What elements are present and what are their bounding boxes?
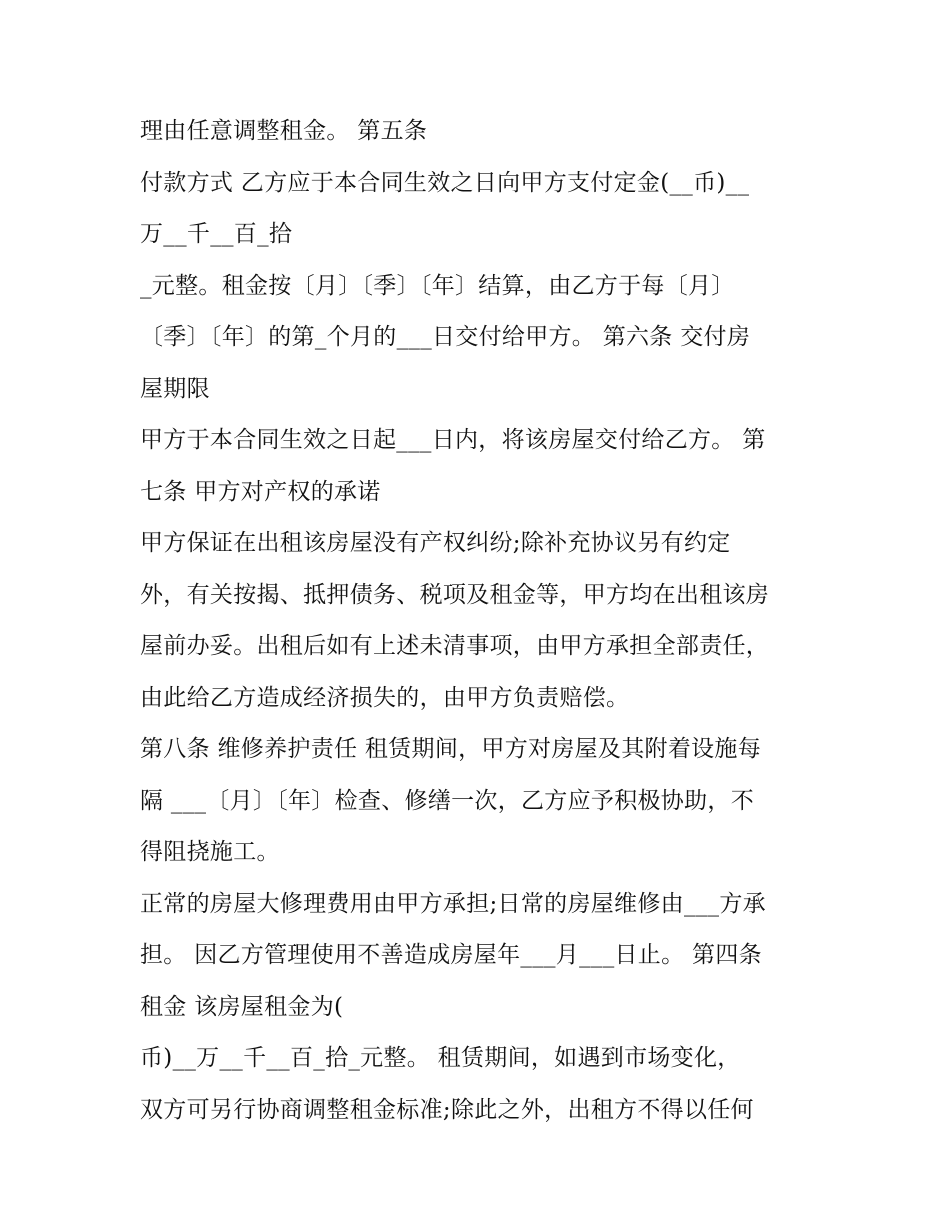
text-line: 甲方于本合同生效之日起___日内，将该房屋交付给乙方。 第 (140, 427, 766, 453)
text-line: 第八条 维修养护责任 租赁期间，甲方对房屋及其附着设施每 (140, 736, 762, 762)
text-line: 双方可另行协商调整租金标准;除此之外，出租方不得以任何 (140, 1096, 754, 1123)
text-line: 币)__万__千__百_拾_元整。 租赁期间，如遇到市场变化， (140, 1045, 741, 1071)
text-line: 外，有关按揭、抵押债务、税项及租金等，甲方均在出租该房 (140, 581, 770, 608)
text-line: 甲方保证在出租该房屋没有产权纠纷;除补充协议另有约定 (140, 530, 731, 556)
text-line: 租金 该房屋租金为( (140, 993, 344, 1020)
text-line: 〔季〕〔年〕的第_个月的___日交付给甲方。 第六条 交付房 (140, 324, 751, 350)
text-line: 万__千__百_拾 (140, 221, 293, 247)
text-line: 担。 因乙方管理使用不善造成房屋年___月___日止。 第四条 (140, 942, 762, 968)
text-line: 付款方式 乙方应于本合同生效之日向甲方支付定金(__币)__ (140, 169, 750, 196)
document-body (140, 106, 830, 1136)
text-line: 屋期限 (140, 375, 210, 402)
text-line: 由此给乙方造成经济损失的，由甲方负责赔偿。 (140, 684, 630, 711)
text-line: 隔 ___〔月〕〔年〕检查、修缮一次，乙方应予积极协助，不 (140, 787, 755, 814)
text-line: _元整。租金按〔月〕〔季〕〔年〕结算，由乙方于每〔月〕 (140, 272, 735, 299)
text-line: 理由任意调整租金。 第五条 (140, 118, 428, 144)
text-line: 得阻挠施工。 (140, 839, 280, 865)
text-line: 正常的房屋大修理费用由甲方承担;日常的房屋维修由___方承 (140, 890, 766, 917)
text-line: 屋前办妥。出租后如有上述未清事项，由甲方承担全部责任， (140, 633, 770, 659)
text-line: 七条 甲方对产权的承诺 (140, 478, 381, 505)
